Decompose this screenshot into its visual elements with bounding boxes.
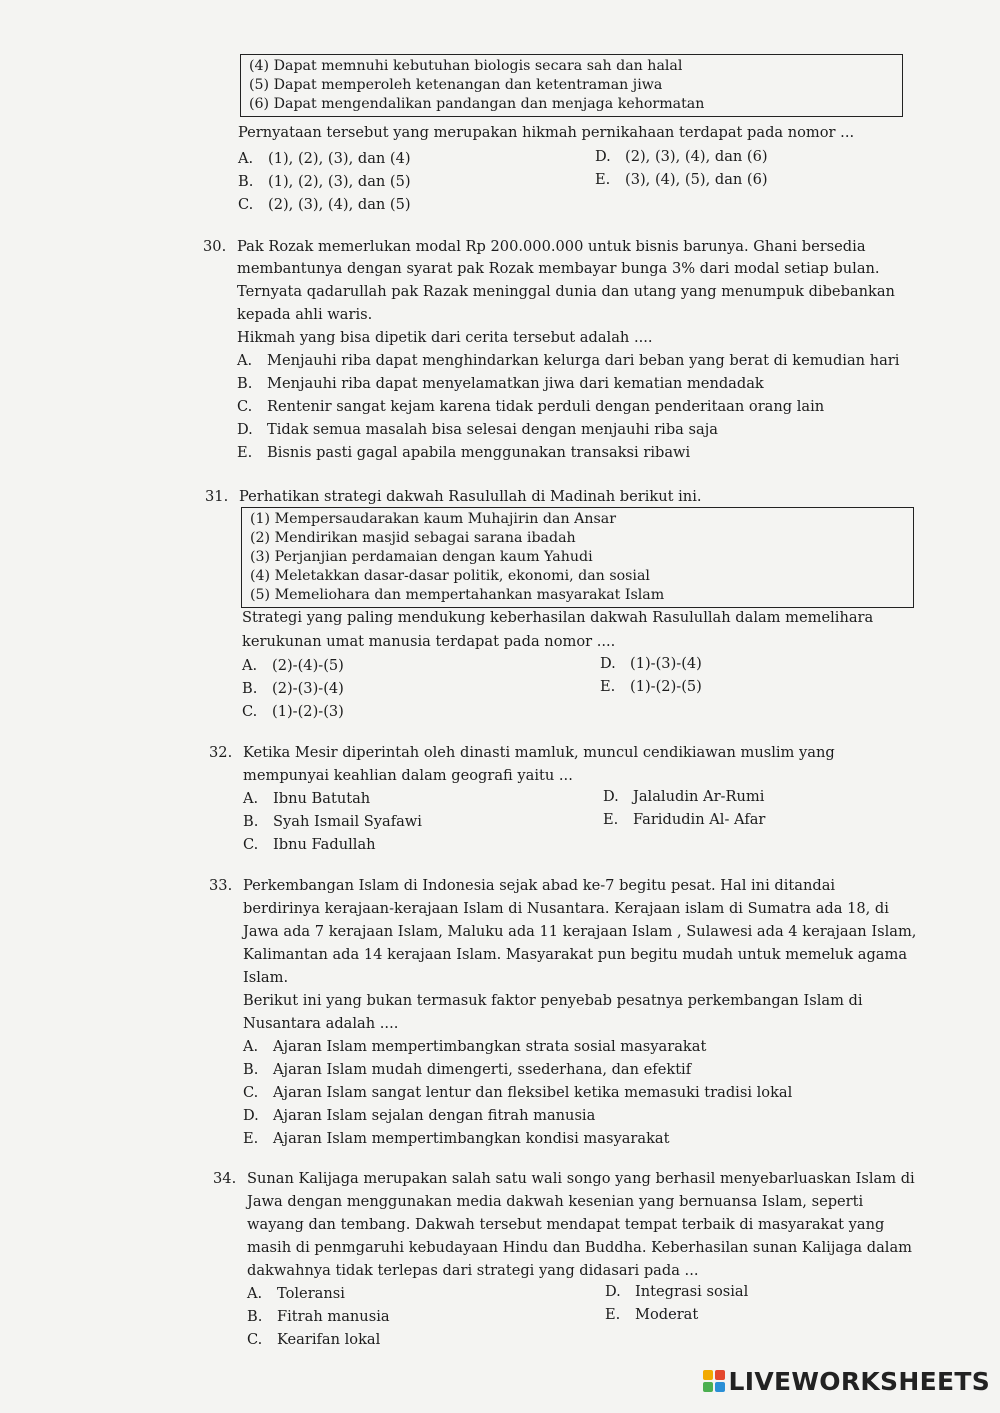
- q34-line: wayang dan tembang. Dakwah tersebut mendapat tempat terbaik di masyarakat yang: [247, 1216, 885, 1233]
- q33-line: Islam.: [243, 969, 289, 986]
- q30-line: Ternyata qadarullah pak Razak meninggal dunia dan utang yang menumpuk dibebankan: [237, 283, 895, 300]
- q32-option-b[interactable]: B. Syah Ismail Syafawi: [243, 813, 422, 830]
- q33-line: Nusantara adalah ....: [243, 1015, 399, 1032]
- q32-option-a[interactable]: A. Ibnu Batutah: [243, 790, 371, 807]
- q31-stem: kerukunan umat manusia terdapat pada nomor ....: [242, 633, 616, 650]
- q31-option-b[interactable]: B. (2)-(3)-(4): [242, 680, 344, 697]
- q32-line: mempunyai keahlian dalam geografi yaitu ...: [243, 767, 573, 784]
- q33-number: 33.: [209, 877, 233, 894]
- q30-option-a[interactable]: A. Menjauhi riba dapat menghindarkan kelurga dari beban yang berat di kemudian hari: [237, 352, 900, 369]
- q31-intro: 31. Perhatikan strategi dakwah Rasulullah di Madinah berikut ini.: [205, 486, 702, 508]
- q31-strategy: (5) Memeliohara dan mempertahankan masyarakat Islam: [250, 587, 665, 603]
- logo-square: [703, 1382, 713, 1392]
- q31-strategy: (2) Mendirikan masjid sebagai sarana ibadah: [250, 530, 576, 546]
- q34-line: dakwahnya tidak terlepas dari strategi yang didasari pada ...: [247, 1262, 699, 1279]
- q30-number: 30.: [203, 238, 227, 255]
- q30-line: kepada ahli waris.: [237, 306, 373, 323]
- q29-stem: Pernyataan tersebut yang merupakan hikmah pernikahaan terdapat pada nomor ...: [238, 124, 855, 141]
- q33-line: 33. Perkembangan Islam di Indonesia sejak abad ke-7 begitu pesat. Hal ini ditandai: [209, 875, 835, 897]
- q29-statement-box: [240, 54, 903, 117]
- q29-option-a[interactable]: A. (1), (2), (3), dan (4): [238, 150, 411, 167]
- q33-line: berdirinya kerajaan-kerajaan Islam di Nusantara. Kerajaan islam di Sumatra ada 18, di: [243, 900, 889, 917]
- q33-option-c[interactable]: C. Ajaran Islam sangat lentur dan fleksibel ketika memasuki tradisi lokal: [243, 1084, 793, 1101]
- q29-option-c[interactable]: C. (2), (3), (4), dan (5): [238, 196, 411, 213]
- q34-option-d[interactable]: D. Integrasi sosial: [605, 1283, 749, 1300]
- q29-statement: (6) Dapat mengendalikan pandangan dan menjaga kehormatan: [249, 96, 705, 112]
- liveworksheets-logo-text: LIVEWORKSHEETS: [728, 1366, 990, 1396]
- q31-strategy: (4) Meletakkan dasar-dasar politik, ekonomi, dan sosial: [250, 568, 650, 584]
- q32-number: 32.: [209, 744, 233, 761]
- q31-strategy: (1) Mempersaudarakan kaum Muhajirin dan Ansar: [250, 511, 617, 527]
- q31-stem: Strategi yang paling mendukung keberhasilan dakwah Rasulullah dalam memelihara: [242, 609, 874, 626]
- q33-line: Berikut ini yang bukan termasuk faktor penyebab pesatnya perkembangan Islam di: [243, 992, 863, 1009]
- q33-line: Kalimantan ada 14 kerajaan Islam. Masyarakat pun begitu mudah untuk memeluk agama: [243, 946, 908, 963]
- q32-option-e[interactable]: E. Faridudin Al- Afar: [603, 811, 766, 828]
- q29-statement: (4) Dapat memnuhi kebutuhan biologis secara sah dan halal: [249, 58, 683, 74]
- q30-option-b[interactable]: B. Menjauhi riba dapat menyelamatkan jiwa dari kematian mendadak: [237, 375, 764, 392]
- q34-number: 34.: [213, 1170, 237, 1187]
- q31-option-c[interactable]: C. (1)-(2)-(3): [242, 703, 344, 720]
- q30-option-e[interactable]: E. Bisnis pasti gagal apabila menggunakan transaksi ribawi: [237, 444, 691, 461]
- logo-square: [715, 1382, 725, 1392]
- q33-option-b[interactable]: B. Ajaran Islam mudah dimengerti, ssederhana, dan efektif: [243, 1061, 692, 1078]
- q29-option-d[interactable]: D. (2), (3), (4), dan (6): [595, 148, 768, 165]
- q30-line: membantunya dengan syarat pak Rozak membayar bunga 3% dari modal setiap bulan.: [237, 260, 880, 277]
- q29-option-e[interactable]: E. (3), (4), (5), dan (6): [595, 171, 768, 188]
- q30-option-d[interactable]: D. Tidak semua masalah bisa selesai dengan menjauhi riba saja: [237, 421, 718, 438]
- q31-option-d[interactable]: D. (1)-(3)-(4): [600, 655, 702, 672]
- q31-option-e[interactable]: E. (1)-(2)-(5): [600, 678, 702, 695]
- q29-statement: (5) Dapat memperoleh ketenangan dan ketentraman jiwa: [249, 77, 663, 93]
- q31-strategy-box: [241, 507, 914, 608]
- q34-line: Jawa dengan menggunakan media dakwah kesenian yang bernuansa Islam, seperti: [247, 1193, 864, 1210]
- logo-square: [715, 1370, 725, 1380]
- q29-option-b[interactable]: B. (1), (2), (3), dan (5): [238, 173, 411, 190]
- q34-option-b[interactable]: B. Fitrah manusia: [247, 1308, 390, 1325]
- q34-line: masih di penmgaruhi kebudayaan Hindu dan Buddha. Keberhasilan sunan Kalijaga dalam: [247, 1239, 912, 1256]
- q34-option-c[interactable]: C. Kearifan lokal: [247, 1331, 381, 1348]
- q30-line: 30. Pak Rozak memerlukan modal Rp 200.000.000 untuk bisnis barunya. Ghani bersedia: [203, 236, 866, 258]
- liveworksheets-logo: [703, 1365, 990, 1397]
- q32-option-c[interactable]: C. Ibnu Fadullah: [243, 836, 376, 853]
- q31-number: 31.: [205, 488, 229, 505]
- q34-option-e[interactable]: E. Moderat: [605, 1306, 699, 1323]
- q34-option-a[interactable]: A. Toleransi: [247, 1285, 345, 1302]
- q32-option-d[interactable]: D. Jalaludin Ar-Rumi: [603, 788, 765, 805]
- q31-strategy: (3) Perjanjian perdamaian dengan kaum Yahudi: [250, 549, 593, 565]
- q33-option-a[interactable]: A. Ajaran Islam mempertimbangkan strata sosial masyarakat: [243, 1038, 707, 1055]
- logo-square: [703, 1370, 713, 1380]
- q33-option-e[interactable]: E. Ajaran Islam mempertimbangkan kondisi masyarakat: [243, 1130, 670, 1147]
- q30-option-c[interactable]: C. Rentenir sangat kejam karena tidak perduli dengan penderitaan orang lain: [237, 398, 825, 415]
- q33-option-d[interactable]: D. Ajaran Islam sejalan dengan fitrah manusia: [243, 1107, 596, 1124]
- liveworksheets-logo-icon: [703, 1370, 725, 1392]
- q33-line: Jawa ada 7 kerajaan Islam, Maluku ada 11 kerajaan Islam , Sulawesi ada 4 kerajaan Islam,: [243, 923, 917, 940]
- q31-option-a[interactable]: A. (2)-(4)-(5): [242, 657, 344, 674]
- q32-line: 32. Ketika Mesir diperintah oleh dinasti mamluk, muncul cendikiawan muslim yang: [209, 742, 835, 764]
- q30-line: Hikmah yang bisa dipetik dari cerita tersebut adalah ....: [237, 329, 653, 346]
- q34-line: 34. Sunan Kalijaga merupakan salah satu wali songo yang berhasil menyebarluaskan Islam di: [213, 1168, 915, 1190]
